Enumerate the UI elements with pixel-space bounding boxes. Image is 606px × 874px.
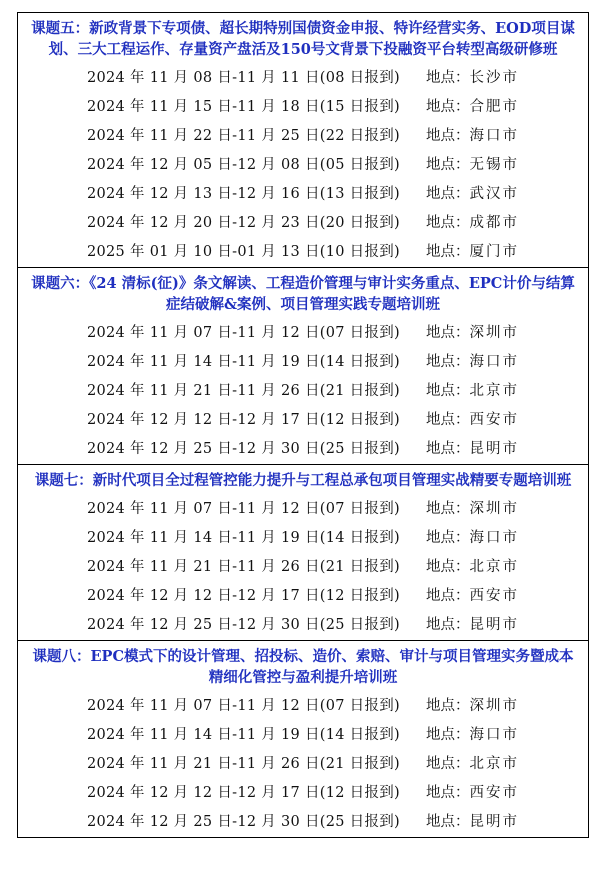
location-label: 地点： bbox=[426, 501, 470, 517]
session-dates: 2024 年 11 月 07 日-11 月 12 日(07 日报到) bbox=[86, 501, 401, 517]
location-label: 地点： bbox=[426, 785, 470, 801]
session-dates: 2024 年 12 月 25 日-12 月 30 日(25 日报到) bbox=[86, 441, 401, 457]
course-title: 课题八：EPC模式下的设计管理、招投标、造价、索赔、审计与项目管理实务暨成本精细化管控与盈利提升培训班 bbox=[32, 648, 574, 686]
session-row bbox=[18, 319, 588, 348]
session-dates: 2024 年 12 月 25 日-12 月 30 日(25 日报到) bbox=[86, 617, 401, 633]
location-label: 地点： bbox=[426, 99, 470, 115]
session-dates: 2024 年 12 月 13 日-12 月 16 日(13 日报到) bbox=[86, 186, 401, 202]
location-label: 地点： bbox=[426, 617, 470, 633]
session-row bbox=[18, 582, 588, 611]
location-label: 地点： bbox=[426, 559, 470, 575]
session-dates: 2024 年 11 月 21 日-11 月 26 日(21 日报到) bbox=[86, 559, 401, 575]
location-city: 昆明市 bbox=[469, 617, 520, 633]
location-label: 地点： bbox=[426, 412, 470, 428]
session-dates: 2024 年 12 月 20 日-12 月 23 日(20 日报到) bbox=[86, 215, 401, 231]
location-city: 西安市 bbox=[469, 412, 520, 428]
location-city: 长沙市 bbox=[469, 70, 520, 86]
location-city: 西安市 bbox=[469, 785, 520, 801]
session-row bbox=[18, 611, 588, 640]
location-city: 厦门市 bbox=[469, 244, 520, 260]
location-label: 地点： bbox=[426, 727, 470, 743]
location-label: 地点： bbox=[426, 814, 470, 830]
location-label: 地点： bbox=[426, 244, 470, 260]
session-dates: 2024 年 11 月 14 日-11 月 19 日(14 日报到) bbox=[86, 727, 401, 743]
course-title: 课题五：新政背景下专项债、超长期特别国债资金申报、特许经营实务、EOD项目谋划、三大工程运作、存量资产盘活及150号文背景下投融资平台转型高级研修班 bbox=[31, 20, 575, 58]
location-label: 地点： bbox=[426, 186, 470, 202]
location-city: 北京市 bbox=[469, 559, 520, 575]
course-section bbox=[18, 641, 588, 838]
session-row bbox=[18, 122, 588, 151]
location-label: 地点： bbox=[426, 354, 470, 370]
course-title: 课题六：《24 清标(征)》条文解读、工程造价管理与审计实务重点、EPC计价与结算症结破解&案例、项目管理实践专题培训班 bbox=[31, 275, 575, 313]
location-city: 深圳市 bbox=[469, 325, 520, 341]
course-section bbox=[18, 13, 588, 268]
session-row bbox=[18, 406, 588, 435]
location-city: 深圳市 bbox=[469, 501, 520, 517]
session-row bbox=[18, 553, 588, 582]
location-label: 地点： bbox=[426, 756, 470, 772]
session-dates: 2024 年 11 月 21 日-11 月 26 日(21 日报到) bbox=[86, 756, 401, 772]
session-dates: 2025 年 01 月 10 日-01 月 13 日(10 日报到) bbox=[86, 244, 401, 260]
session-dates: 2024 年 12 月 25 日-12 月 30 日(25 日报到) bbox=[86, 814, 401, 830]
session-row bbox=[18, 779, 588, 808]
session-row bbox=[18, 808, 588, 837]
session-dates: 2024 年 11 月 21 日-11 月 26 日(21 日报到) bbox=[86, 383, 401, 399]
session-dates: 2024 年 11 月 14 日-11 月 19 日(14 日报到) bbox=[86, 354, 401, 370]
session-row bbox=[18, 180, 588, 209]
session-dates: 2024 年 11 月 15 日-11 月 18 日(15 日报到) bbox=[86, 99, 401, 115]
course-schedule-table bbox=[17, 12, 589, 838]
location-label: 地点： bbox=[426, 325, 470, 341]
course-title: 课题七：新时代项目全过程管控能力提升与工程总承包项目管理实战精要专题培训班 bbox=[34, 472, 572, 489]
course-section bbox=[18, 268, 588, 465]
location-city: 北京市 bbox=[469, 756, 520, 772]
location-label: 地点： bbox=[426, 530, 470, 546]
location-city: 深圳市 bbox=[469, 698, 520, 714]
location-label: 地点： bbox=[426, 441, 470, 457]
location-city: 武汉市 bbox=[469, 186, 520, 202]
session-dates: 2024 年 11 月 14 日-11 月 19 日(14 日报到) bbox=[86, 530, 401, 546]
session-dates: 2024 年 12 月 05 日-12 月 08 日(05 日报到) bbox=[86, 157, 401, 173]
session-row bbox=[18, 435, 588, 464]
session-dates: 2024 年 12 月 12 日-12 月 17 日(12 日报到) bbox=[86, 412, 401, 428]
session-dates: 2024 年 11 月 07 日-11 月 12 日(07 日报到) bbox=[86, 698, 401, 714]
course-section bbox=[18, 465, 588, 641]
session-row bbox=[18, 495, 588, 524]
session-row bbox=[18, 692, 588, 721]
session-row bbox=[18, 238, 588, 267]
session-dates: 2024 年 12 月 12 日-12 月 17 日(12 日报到) bbox=[86, 785, 401, 801]
location-city: 昆明市 bbox=[469, 441, 520, 457]
session-row bbox=[18, 524, 588, 553]
session-row bbox=[18, 64, 588, 93]
session-dates: 2024 年 11 月 08 日-11 月 11 日(08 日报到) bbox=[86, 70, 401, 86]
session-row bbox=[18, 348, 588, 377]
location-label: 地点： bbox=[426, 698, 470, 714]
location-city: 昆明市 bbox=[469, 814, 520, 830]
session-dates: 2024 年 11 月 22 日-11 月 25 日(22 日报到) bbox=[86, 128, 401, 144]
location-city: 北京市 bbox=[469, 383, 520, 399]
session-dates: 2024 年 11 月 07 日-11 月 12 日(07 日报到) bbox=[86, 325, 401, 341]
location-label: 地点： bbox=[426, 157, 470, 173]
location-city: 海口市 bbox=[469, 727, 520, 743]
session-row bbox=[18, 93, 588, 122]
session-dates: 2024 年 12 月 12 日-12 月 17 日(12 日报到) bbox=[86, 588, 401, 604]
location-label: 地点： bbox=[426, 128, 470, 144]
location-label: 地点： bbox=[426, 70, 470, 86]
session-row bbox=[18, 750, 588, 779]
session-row bbox=[18, 151, 588, 180]
location-city: 无锡市 bbox=[469, 157, 520, 173]
session-row bbox=[18, 721, 588, 750]
session-row bbox=[18, 209, 588, 238]
location-city: 西安市 bbox=[469, 588, 520, 604]
location-city: 海口市 bbox=[469, 128, 520, 144]
session-row bbox=[18, 377, 588, 406]
location-city: 海口市 bbox=[469, 530, 520, 546]
location-label: 地点： bbox=[426, 383, 470, 399]
location-label: 地点： bbox=[426, 588, 470, 604]
location-city: 海口市 bbox=[469, 354, 520, 370]
location-city: 合肥市 bbox=[469, 99, 520, 115]
location-city: 成都市 bbox=[469, 215, 520, 231]
location-label: 地点： bbox=[426, 215, 470, 231]
